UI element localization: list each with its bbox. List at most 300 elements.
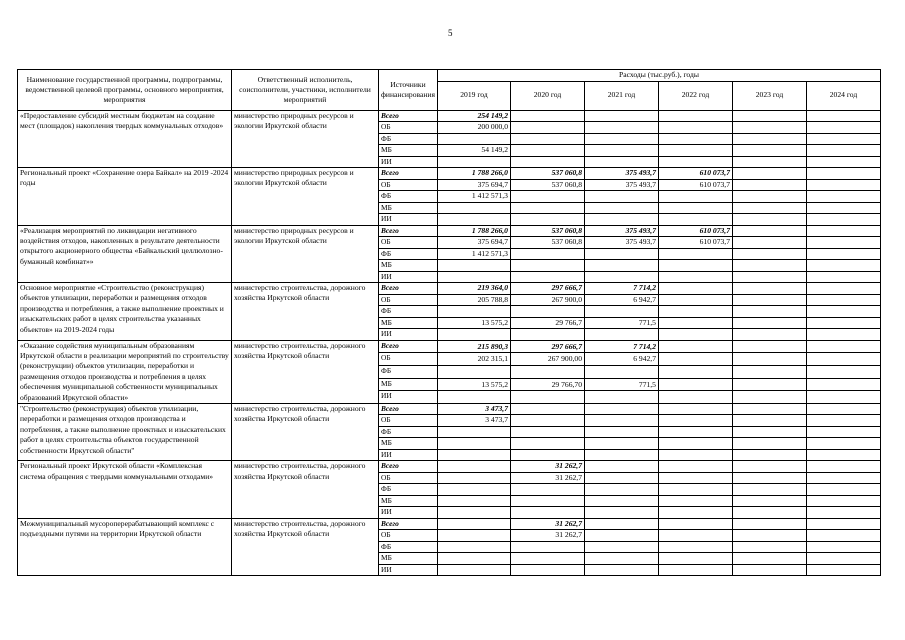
amount-cell	[584, 145, 658, 157]
amount-cell	[658, 553, 732, 565]
amount-cell: 537 060,8	[510, 237, 584, 249]
header-year: 2021 год	[584, 81, 658, 110]
amount-cell	[510, 260, 584, 272]
amount-cell	[732, 329, 806, 341]
amount-cell	[658, 449, 732, 461]
funding-source: Всего	[379, 225, 438, 237]
amount-cell	[437, 156, 510, 168]
amount-cell: 31 262,7	[510, 530, 584, 542]
item-responsible: министерство строительства, дорожного хозяйства Иркутской области	[232, 461, 379, 519]
table-row	[18, 340, 881, 353]
amount-cell	[806, 294, 880, 306]
amount-cell	[584, 484, 658, 496]
amount-cell	[437, 306, 510, 318]
funding-source: ФБ	[379, 306, 438, 318]
amount-cell	[584, 495, 658, 507]
amount-cell	[806, 122, 880, 134]
amount-cell	[510, 271, 584, 283]
amount-cell	[584, 403, 658, 415]
amount-cell: 375 493,7	[584, 225, 658, 237]
amount-cell	[658, 438, 732, 450]
funding-source: ОБ	[379, 122, 438, 134]
table-row	[18, 518, 881, 530]
amount-cell: 537 060,8	[510, 225, 584, 237]
amount-cell	[732, 202, 806, 214]
amount-cell	[732, 553, 806, 565]
amount-cell	[732, 449, 806, 461]
amount-cell	[732, 214, 806, 226]
amount-cell	[806, 495, 880, 507]
amount-cell: 6 942,7	[584, 294, 658, 306]
amount-cell	[732, 122, 806, 134]
amount-cell	[732, 518, 806, 530]
amount-cell	[584, 260, 658, 272]
amount-cell: 537 060,8	[510, 168, 584, 180]
amount-cell	[584, 564, 658, 576]
amount-cell	[806, 472, 880, 484]
amount-cell: 1 412 571,3	[437, 248, 510, 260]
amount-cell	[806, 260, 880, 272]
amount-cell	[806, 214, 880, 226]
funding-source: ИИ	[379, 329, 438, 341]
item-name: «Предоставление субсидий местным бюджетам на создание мест (площадок) накопления твердых коммунальных отходов»	[18, 110, 232, 168]
amount-cell	[732, 484, 806, 496]
amount-cell	[437, 329, 510, 341]
amount-cell	[732, 306, 806, 318]
amount-cell: 31 262,7	[510, 518, 584, 530]
amount-cell	[732, 294, 806, 306]
amount-cell	[584, 530, 658, 542]
amount-cell	[732, 156, 806, 168]
item-responsible: министерство природных ресурсов и экологии Иркутской области	[232, 168, 379, 226]
amount-cell	[510, 133, 584, 145]
amount-cell	[658, 110, 732, 122]
amount-cell	[584, 391, 658, 404]
amount-cell	[732, 472, 806, 484]
amount-cell	[658, 530, 732, 542]
amount-cell	[510, 403, 584, 415]
amount-cell: 54 149,2	[437, 145, 510, 157]
header-row-1	[18, 70, 881, 82]
amount-cell	[732, 564, 806, 576]
amount-cell	[510, 214, 584, 226]
amount-cell: 7 714,2	[584, 340, 658, 353]
funding-source: Всего	[379, 110, 438, 122]
amount-cell: 31 262,7	[510, 472, 584, 484]
funding-source: ОБ	[379, 294, 438, 306]
amount-cell: 13 575,2	[437, 378, 510, 391]
amount-cell	[732, 391, 806, 404]
funding-source: МБ	[379, 260, 438, 272]
amount-cell: 3 473,7	[437, 403, 510, 415]
funding-source: ИИ	[379, 449, 438, 461]
amount-cell	[584, 191, 658, 203]
amount-cell: 537 060,8	[510, 179, 584, 191]
funding-source: Всего	[379, 340, 438, 353]
amount-cell	[658, 340, 732, 353]
amount-cell	[658, 391, 732, 404]
amount-cell	[658, 271, 732, 283]
funding-source: ОБ	[379, 179, 438, 191]
table-row	[18, 461, 881, 473]
amount-cell	[806, 283, 880, 295]
funding-source: ФБ	[379, 191, 438, 203]
amount-cell: 1 788 266,0	[437, 168, 510, 180]
amount-cell	[437, 564, 510, 576]
amount-cell	[584, 415, 658, 427]
amount-cell	[437, 426, 510, 438]
amount-cell	[658, 191, 732, 203]
amount-cell	[658, 306, 732, 318]
amount-cell	[806, 553, 880, 565]
amount-cell	[732, 365, 806, 378]
amount-cell: 254 149,2	[437, 110, 510, 122]
amount-cell	[732, 248, 806, 260]
amount-cell	[584, 365, 658, 378]
funding-source: ИИ	[379, 214, 438, 226]
amount-cell	[584, 553, 658, 565]
funding-source: МБ	[379, 202, 438, 214]
table-row	[18, 110, 881, 122]
amount-cell	[806, 340, 880, 353]
amount-cell	[732, 403, 806, 415]
amount-cell: 3 473,7	[437, 415, 510, 427]
table-row	[18, 168, 881, 180]
amount-cell	[437, 260, 510, 272]
amount-cell	[658, 461, 732, 473]
amount-cell	[732, 340, 806, 353]
amount-cell	[658, 317, 732, 329]
amount-cell	[806, 306, 880, 318]
amount-cell	[510, 202, 584, 214]
header-year: 2023 год	[732, 81, 806, 110]
amount-cell	[806, 271, 880, 283]
amount-cell: 610 073,7	[658, 225, 732, 237]
funding-source: МБ	[379, 495, 438, 507]
amount-cell	[658, 329, 732, 341]
amount-cell: 375 493,7	[584, 237, 658, 249]
amount-cell: 1 412 571,3	[437, 191, 510, 203]
amount-cell	[806, 248, 880, 260]
amount-cell	[437, 507, 510, 519]
item-responsible: министерство строительства, дорожного хозяйства Иркутской области	[232, 403, 379, 461]
funding-source: Всего	[379, 518, 438, 530]
amount-cell	[658, 294, 732, 306]
amount-cell	[510, 507, 584, 519]
amount-cell	[732, 317, 806, 329]
funding-source: ИИ	[379, 507, 438, 519]
amount-cell	[510, 156, 584, 168]
amount-cell	[658, 472, 732, 484]
amount-cell	[510, 541, 584, 553]
amount-cell	[510, 564, 584, 576]
item-responsible: министерство природных ресурсов и экологии Иркутской области	[232, 225, 379, 283]
table-row	[18, 403, 881, 415]
funding-source: ОБ	[379, 237, 438, 249]
amount-cell	[732, 179, 806, 191]
amount-cell	[437, 202, 510, 214]
amount-cell: 29 766,70	[510, 378, 584, 391]
amount-cell: 202 315,1	[437, 353, 510, 366]
amount-cell	[806, 353, 880, 366]
item-responsible: министерство природных ресурсов и экологии Иркутской области	[232, 110, 379, 168]
amount-cell	[584, 110, 658, 122]
item-responsible: министерство строительства, дорожного хозяйства Иркутской области	[232, 283, 379, 341]
amount-cell	[806, 415, 880, 427]
funding-source: МБ	[379, 438, 438, 450]
amount-cell	[658, 495, 732, 507]
amount-cell	[584, 449, 658, 461]
funding-source: ФБ	[379, 426, 438, 438]
header-source: Источники финансирования	[379, 70, 438, 111]
amount-cell	[806, 145, 880, 157]
amount-cell: 375 493,7	[584, 179, 658, 191]
amount-cell	[732, 237, 806, 249]
item-name: «Оказание содействия муниципальным образованиям Иркутской области в реализации мероприятий по строительству (реконструкции) объектов утилизации, переработки и размещения отходов производства и потребления в целях обеспечения муниципальной собственности муниципальных образований Иркутской области»	[18, 340, 232, 403]
amount-cell	[510, 484, 584, 496]
funding-source: ИИ	[379, 271, 438, 283]
amount-cell	[510, 248, 584, 260]
amount-cell	[437, 541, 510, 553]
amount-cell	[510, 306, 584, 318]
amount-cell	[584, 507, 658, 519]
funding-source: ОБ	[379, 472, 438, 484]
amount-cell	[510, 110, 584, 122]
amount-cell	[584, 329, 658, 341]
amount-cell	[732, 271, 806, 283]
amount-cell	[510, 415, 584, 427]
amount-cell	[658, 564, 732, 576]
amount-cell: 219 364,0	[437, 283, 510, 295]
amount-cell	[584, 156, 658, 168]
amount-cell	[510, 122, 584, 134]
amount-cell	[584, 438, 658, 450]
amount-cell	[806, 461, 880, 473]
amount-cell	[732, 260, 806, 272]
amount-cell: 7 714,2	[584, 283, 658, 295]
funding-source: ОБ	[379, 353, 438, 366]
amount-cell: 215 890,3	[437, 340, 510, 353]
amount-cell	[806, 507, 880, 519]
amount-cell	[806, 449, 880, 461]
amount-cell	[584, 133, 658, 145]
funding-source: ФБ	[379, 484, 438, 496]
amount-cell	[584, 122, 658, 134]
amount-cell	[437, 461, 510, 473]
page-number: 5	[448, 28, 453, 38]
amount-cell	[437, 553, 510, 565]
funding-source: МБ	[379, 317, 438, 329]
funding-source: ФБ	[379, 365, 438, 378]
amount-cell	[806, 202, 880, 214]
funding-source: МБ	[379, 378, 438, 391]
header-expenses: Расходы (тыс.руб.), годы	[437, 70, 880, 82]
amount-cell	[510, 145, 584, 157]
amount-cell	[806, 403, 880, 415]
item-name: Региональный проект «Сохранение озера Байкал» на 2019 -2024 годы	[18, 168, 232, 226]
amount-cell	[806, 391, 880, 404]
item-name: «Реализация мероприятий по ликвидации негативного воздействия отходов, накопленных в результате деятельности открытого акционерного общества «Байкальский целлюлозно-бумажный комбинат»»	[18, 225, 232, 283]
amount-cell	[510, 391, 584, 404]
funding-source: МБ	[379, 145, 438, 157]
amount-cell	[437, 214, 510, 226]
amount-cell	[584, 461, 658, 473]
amount-cell	[806, 378, 880, 391]
amount-cell	[584, 271, 658, 283]
amount-cell	[806, 329, 880, 341]
amount-cell	[806, 426, 880, 438]
funding-source: ИИ	[379, 564, 438, 576]
funding-source: Всего	[379, 283, 438, 295]
amount-cell: 6 942,7	[584, 353, 658, 366]
amount-cell	[806, 179, 880, 191]
amount-cell	[806, 564, 880, 576]
item-name: Межмуниципальный мусороперерабатывающий комплекс с подъездными путями на территории Иркутской области	[18, 518, 232, 576]
amount-cell	[732, 426, 806, 438]
amount-cell: 375 694,7	[437, 179, 510, 191]
amount-cell	[732, 495, 806, 507]
amount-cell	[806, 110, 880, 122]
amount-cell	[806, 156, 880, 168]
amount-cell	[510, 495, 584, 507]
amount-cell	[584, 518, 658, 530]
amount-cell	[584, 306, 658, 318]
header-name: Наименование государственной программы, подпрограммы, ведомственной целевой программы, основного мероприятия, мероприятия	[18, 70, 232, 111]
item-name: Основное мероприятие «Строительство (реконструкция) объектов утилизации, переработки и размещения отходов производства и потребления, а также выполнение проектных и изыскательских работ в целях строительства указанных объектов» на 2019-2024 годы	[18, 283, 232, 341]
amount-cell	[732, 415, 806, 427]
amount-cell: 610 073,7	[658, 179, 732, 191]
amount-cell	[584, 202, 658, 214]
amount-cell	[510, 191, 584, 203]
amount-cell	[732, 225, 806, 237]
amount-cell	[510, 365, 584, 378]
amount-cell: 610 073,7	[658, 168, 732, 180]
amount-cell	[732, 438, 806, 450]
amount-cell: 297 666,7	[510, 340, 584, 353]
amount-cell	[437, 271, 510, 283]
amount-cell	[437, 449, 510, 461]
funding-source: ОБ	[379, 415, 438, 427]
amount-cell	[658, 202, 732, 214]
amount-cell	[732, 133, 806, 145]
table-row	[18, 225, 881, 237]
header-year: 2022 год	[658, 81, 732, 110]
header-year: 2019 год	[437, 81, 510, 110]
header-responsible: Ответственный исполнитель, соисполнители, участники, исполнители мероприятий	[232, 70, 379, 111]
amount-cell	[732, 530, 806, 542]
amount-cell	[806, 518, 880, 530]
funding-source: ИИ	[379, 156, 438, 168]
amount-cell	[437, 518, 510, 530]
amount-cell	[584, 541, 658, 553]
amount-cell	[584, 426, 658, 438]
amount-cell	[732, 191, 806, 203]
amount-cell: 297 666,7	[510, 283, 584, 295]
amount-cell	[806, 530, 880, 542]
item-responsible: министерство строительства, дорожного хозяйства Иркутской области	[232, 340, 379, 403]
amount-cell	[732, 541, 806, 553]
funding-source: ФБ	[379, 133, 438, 145]
amount-cell: 375 493,7	[584, 168, 658, 180]
amount-cell	[732, 378, 806, 391]
funding-source: ФБ	[379, 248, 438, 260]
amount-cell: 771,5	[584, 378, 658, 391]
amount-cell: 1 788 266,0	[437, 225, 510, 237]
amount-cell	[510, 426, 584, 438]
amount-cell	[806, 237, 880, 249]
amount-cell	[732, 461, 806, 473]
amount-cell	[658, 283, 732, 295]
amount-cell: 31 262,7	[510, 461, 584, 473]
amount-cell: 13 575,2	[437, 317, 510, 329]
amount-cell	[732, 110, 806, 122]
funding-source: Всего	[379, 168, 438, 180]
amount-cell	[658, 426, 732, 438]
funding-source: МБ	[379, 553, 438, 565]
amount-cell	[437, 365, 510, 378]
amount-cell	[584, 214, 658, 226]
amount-cell	[658, 260, 732, 272]
amount-cell	[806, 133, 880, 145]
table-row	[18, 283, 881, 295]
amount-cell	[658, 365, 732, 378]
amount-cell: 771,5	[584, 317, 658, 329]
amount-cell: 267 900,0	[510, 294, 584, 306]
amount-cell	[658, 122, 732, 134]
amount-cell	[658, 403, 732, 415]
amount-cell: 267 900,00	[510, 353, 584, 366]
amount-cell	[658, 145, 732, 157]
amount-cell	[806, 541, 880, 553]
item-name: Региональный проект Иркутской области «Комплексная система обращения с твердыми коммунальными отходами»	[18, 461, 232, 519]
amount-cell	[658, 518, 732, 530]
amount-cell	[510, 329, 584, 341]
funding-source: ИИ	[379, 391, 438, 404]
funding-source: Всего	[379, 461, 438, 473]
amount-cell	[658, 353, 732, 366]
amount-cell	[658, 541, 732, 553]
amount-cell	[732, 145, 806, 157]
amount-cell: 200 000,0	[437, 122, 510, 134]
amount-cell	[437, 133, 510, 145]
amount-cell	[510, 553, 584, 565]
amount-cell: 29 766,7	[510, 317, 584, 329]
amount-cell	[806, 168, 880, 180]
funding-source: Всего	[379, 403, 438, 415]
expenditure-table	[17, 69, 881, 576]
amount-cell	[437, 530, 510, 542]
funding-source: ОБ	[379, 530, 438, 542]
amount-cell	[806, 317, 880, 329]
amount-cell	[658, 214, 732, 226]
amount-cell	[584, 472, 658, 484]
amount-cell	[806, 365, 880, 378]
amount-cell	[658, 507, 732, 519]
amount-cell	[510, 449, 584, 461]
amount-cell	[732, 507, 806, 519]
amount-cell	[437, 438, 510, 450]
amount-cell	[806, 191, 880, 203]
amount-cell	[658, 156, 732, 168]
amount-cell	[658, 415, 732, 427]
amount-cell	[806, 225, 880, 237]
item-responsible: министерство строительства, дорожного хозяйства Иркутской области	[232, 518, 379, 576]
amount-cell: 375 694,7	[437, 237, 510, 249]
amount-cell	[437, 495, 510, 507]
funding-source: ФБ	[379, 541, 438, 553]
amount-cell	[806, 438, 880, 450]
amount-cell	[806, 484, 880, 496]
